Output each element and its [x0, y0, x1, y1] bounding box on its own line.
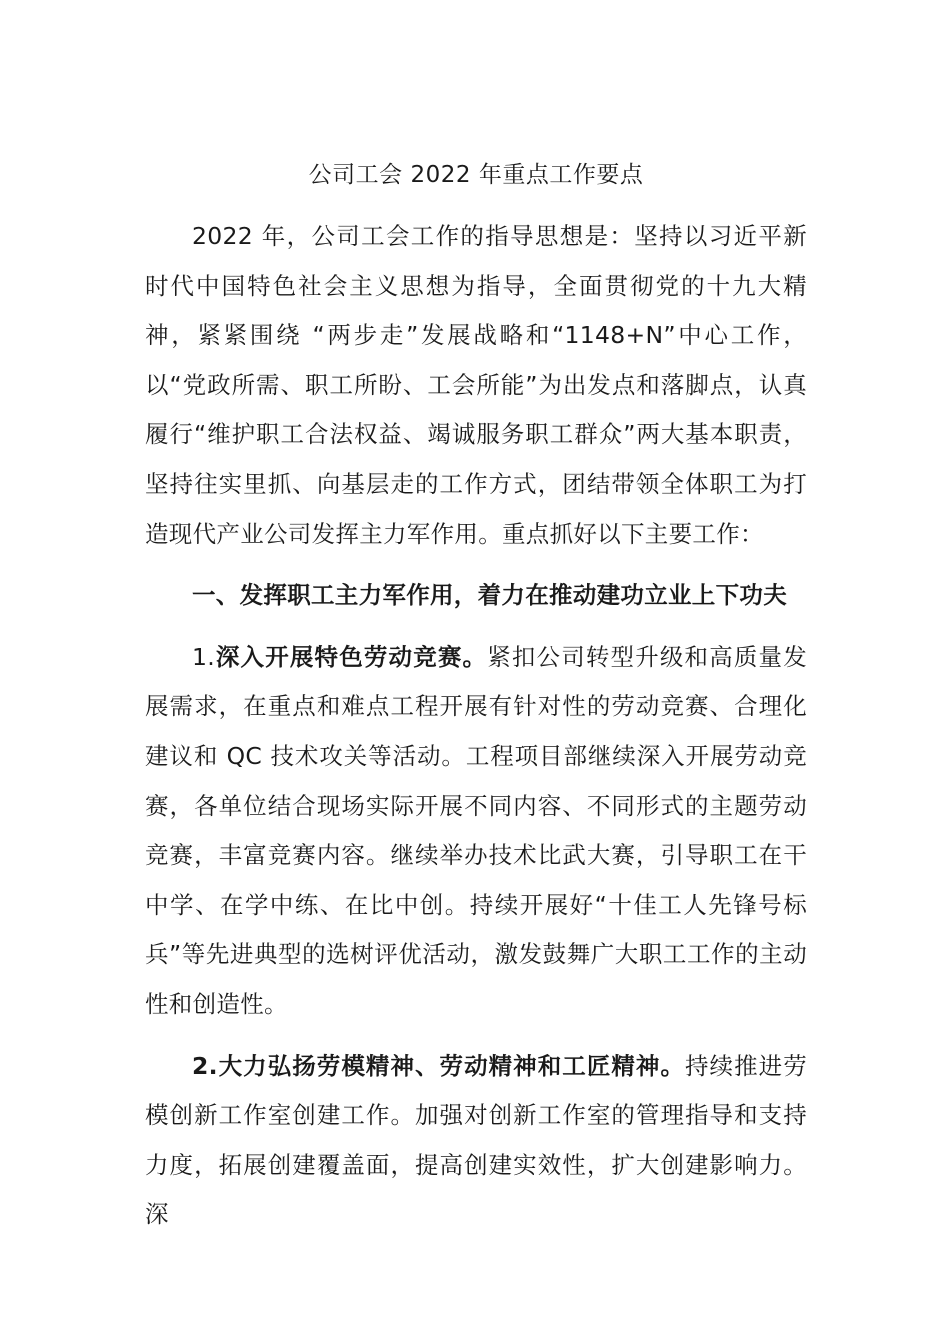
- item-1-paragraph: [145, 633, 807, 1030]
- section-heading-1: 一、发挥职工主力军作用，着力在推动建功立业上下功夫: [192, 581, 787, 610]
- item-2-paragraph: [145, 1042, 807, 1240]
- item-1-body: 紧扣公司转型升级和高质量发展需求，在重点和难点工程开展有针对性的劳动竞赛、合理化建议和 QC 技术攻关等活动。工程项目部继续深入开展劳动竞赛，各单位结合现场实际开展不同内容、不同形式的主题劳动竞赛，丰富竞赛内容。继续举办技术比武大赛，引导职工在干中学、在学中练、在比中创。持续开展好“十佳工人先锋号标兵”等先进典型的选树评优活动，激发鼓舞广大职工工作的主动性和创造性。: [145, 642, 807, 1018]
- intro-paragraph: 2022 年，公司工会工作的指导思想是：坚持以习近平新时代中国特色社会主义思想为指导，全面贯彻党的十九大精神，紧紧围绕 “两步走”发展战略和“1148+N”中心工作，以“党政所需、职工所盼、工会所能”为出发点和落脚点，认真履行“维护职工合法权益、竭诚服务职工群众”两大基本职责，坚持往实里抓、向基层走的工作方式，团结带领全体职工为打造现代产业公司发挥主力军作用。重点抓好以下主要工作：: [145, 222, 807, 548]
- item-2-lead: 2.大力弘扬劳模精神、劳动精神和工匠精神。: [192, 1051, 686, 1080]
- document-title: 公司工会 2022 年重点工作要点: [308, 162, 644, 188]
- document-page: [145, 150, 807, 1240]
- item-1-lead: 深入开展特色劳动竞赛。: [215, 642, 488, 671]
- item-2-body: 持续推进劳模创新工作室创建工作。加强对创新工作室的管理指导和支持力度，拓展创建覆盖面，提高创建实效性，扩大创建影响力。深: [145, 1051, 808, 1229]
- item-1-number: 1.: [192, 642, 216, 671]
